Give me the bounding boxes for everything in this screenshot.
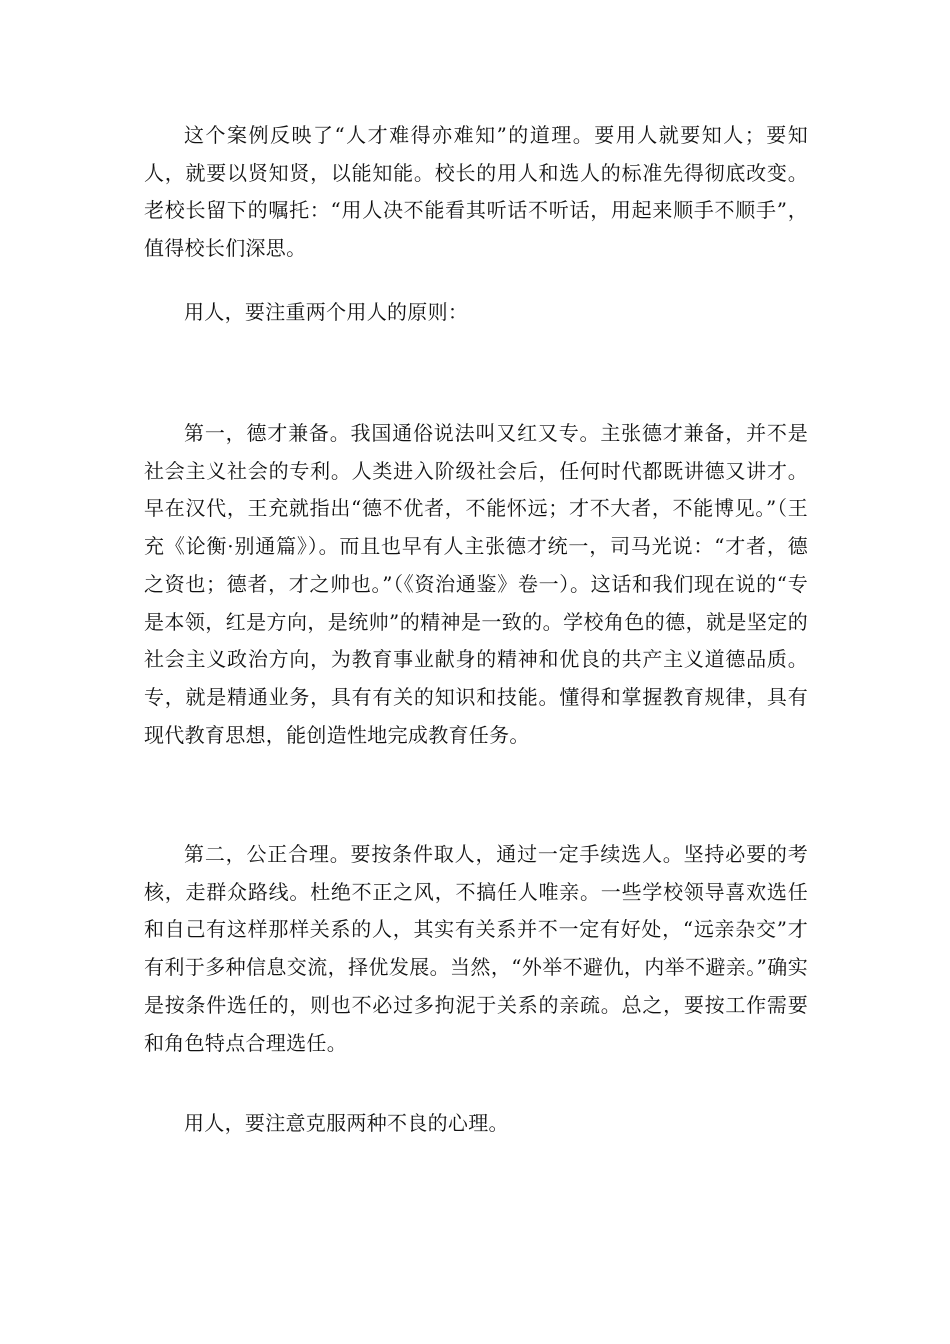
- paragraph-principle-two: 第二，公正合理。要按条件取人，通过一定手续选人。坚持必要的考核，走群众路线。杜绝不正之风，不搞任人唯亲。一些学校领导喜欢选任和自己有这样那样关系的人，其实有关系并不一定有好处，“远亲杂交”才有利于多种信息交流，择优发展。当然，“外举不避仇，内举不避亲。”确实是按条件选任的，则也不必过多拘泥于关系的亲疏。总之，要按工作需要和角色特点合理选任。: [144, 842, 808, 1055]
- paragraph-two-principles-intro: 用人，要注重两个用人的原则：: [184, 300, 469, 324]
- paragraph-principle-one: 第一，德才兼备。我国通俗说法叫又红又专。主张德才兼备，并不是社会主义社会的专利。人类进入阶级社会后，任何时代都既讲德又讲才。早在汉代，王充就指出“德不优者，不能怀远；才不大者，不能博见。”（王充《论衡·别通篇》）。而且也早有人主张德才统一，司马光说：“才者，德之资也；德者，才之帅也。”（《资治通鉴》卷一）。这话和我们现在说的“专是本领，红是方向，是统帅”的精神是一致的。学校角色的德，就是坚定的社会主义政治方向，为教育事业献身的精神和优良的共产主义道德品质。专，就是精通业务，具有有关的知识和技能。懂得和掌握教育规律，具有现代教育思想，能创造性地完成教育任务。: [144, 421, 808, 747]
- paragraph-case-reflection: 这个案例反映了“人才难得亦难知”的道理。要用人就要知人；要知人，就要以贤知贤，以能知能。校长的用人和选人的标准先得彻底改变。老校长留下的嘱托：“用人决不能看其听话不听话，用起来顺手不顺手”，值得校长们深思。: [144, 123, 808, 261]
- paragraph-two-mentalities-intro: 用人，要注意克服两种不良的心理。: [184, 1111, 509, 1135]
